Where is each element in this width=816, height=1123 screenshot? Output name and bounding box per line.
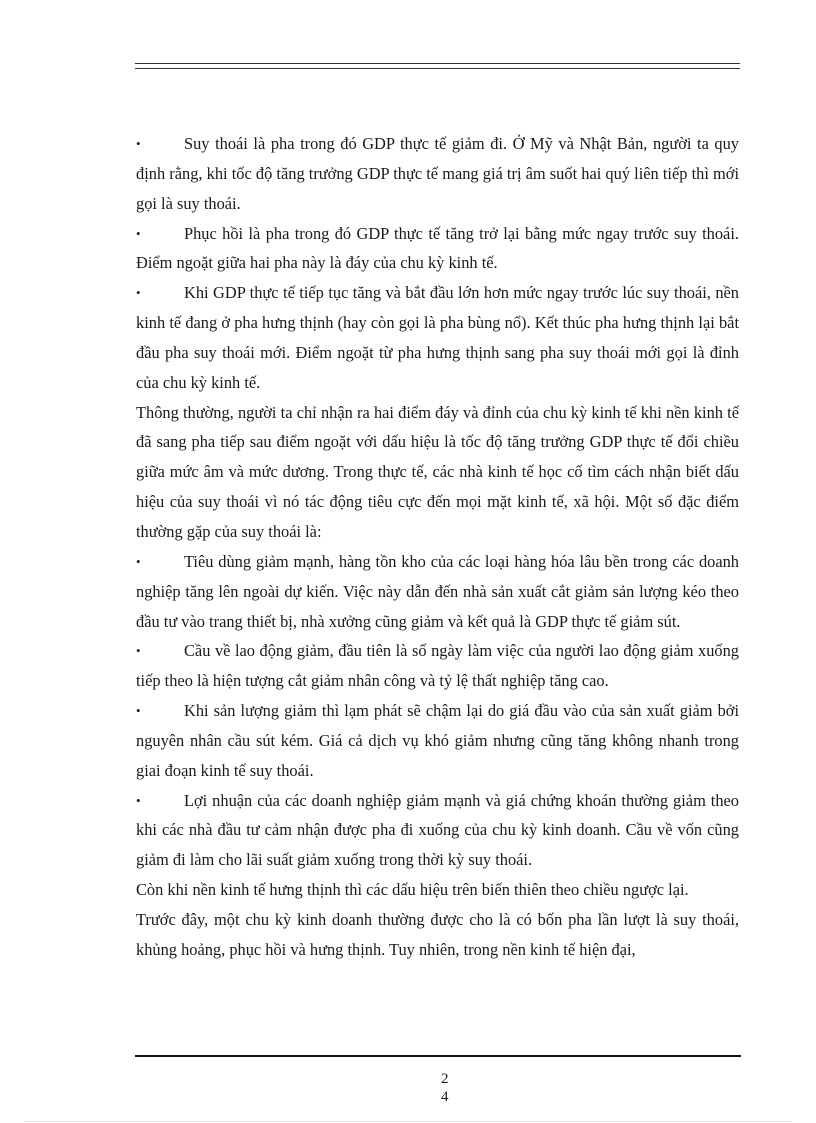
bullet-icon: • — [136, 703, 141, 719]
page-boundary — [25, 1121, 791, 1122]
paragraph-text: Cầu về lao động giảm, đầu tiên là số ngày làm việc của người lao động giảm xuống tiếp theo là hiện tượng cắt giảm nhân công và tỷ lệ thất nghiệp tăng cao. — [136, 641, 739, 691]
header-rule — [135, 63, 740, 69]
paragraph: Trước đây, một chu kỳ kinh doanh thường được cho là có bốn pha lần lượt là suy thoái, khủng hoảng, phục hồi và hưng thịnh. Tuy nhiên, trong nền kinh tế hiện đại, — [136, 909, 739, 959]
body-text — [136, 129, 739, 965]
bullet-icon: • — [136, 792, 141, 808]
page-number-line1: 2 — [441, 1071, 449, 1087]
bullet-paragraph — [136, 547, 739, 637]
paragraph-text: Khi sản lượng giảm thì lạm phát sẽ chậm lại do giá đầu vào của sản xuất giảm bởi nguyên nhân cầu sút kém. Giá cả dịch vụ khó giảm nhưng cũng tăng không nhanh trong giai đoạn kinh tế suy thoái. — [136, 701, 739, 780]
bullet-paragraph — [136, 219, 739, 279]
bullet-icon: • — [136, 643, 141, 659]
paragraph-text: Khi GDP thực tế tiếp tục tăng và bắt đầu lớn hơn mức ngay trước lúc suy thoái, nền kinh tế đang ở pha hưng thịnh (hay còn gọi là pha bùng nổ). Kết thúc pha hưng thịnh lại bắt đầu pha suy thoái mới. Điểm ngoặt từ pha hưng thịnh sang pha suy thoái mới gọi là đỉnh của chu kỳ kinh tế. — [136, 283, 739, 392]
bullet-paragraph — [136, 696, 739, 786]
paragraph-text: Lợi nhuận của các doanh nghiệp giảm mạnh và giá chứng khoán thường giảm theo khi các nhà đầu tư cảm nhận được pha đi xuống của chu kỳ kinh doanh. Cầu về vốn cũng giảm đi làm cho lãi suất giảm xuống trong thời kỳ suy thoái. — [136, 790, 739, 870]
bullet-paragraph — [136, 786, 739, 876]
bullet-paragraph — [136, 278, 739, 397]
bullet-icon: • — [136, 225, 141, 241]
bullet-paragraph — [136, 636, 739, 696]
page-number-line2: 4 — [441, 1089, 449, 1105]
paragraph-text: Phục hồi là pha trong đó GDP thực tế tăng trở lại bằng mức ngay trước suy thoái. Điểm ngoặt giữa hai pha này là đáy của chu kỳ kinh tế. — [136, 223, 739, 273]
paragraph: Còn khi nền kinh tế hưng thịnh thì các dấu hiệu trên biến thiên theo chiều ngược lại. — [136, 880, 689, 900]
bullet-icon: • — [136, 553, 141, 569]
bullet-icon: • — [136, 136, 141, 151]
bullet-icon: • — [136, 285, 141, 301]
paragraph-text: Tiêu dùng giảm mạnh, hàng tồn kho của các loại hàng hóa lâu bền trong các doanh nghiệp tăng lên ngoài dự kiến. Việc này dẫn đến nhà sản xuất cắt giảm sản lượng kéo theo đầu tư vào trang thiết bị, nhà xưởng cũng giảm và kết quả là GDP thực tế giảm sút. — [136, 551, 739, 631]
paragraph-text: Suy thoái là pha trong đó GDP thực tế giảm đi. Ở Mỹ và Nhật Bản, người ta quy định rằng, khi tốc độ tăng trưởng GDP thực tế mang giá trị âm suốt hai quý liên tiếp thì mới gọi là suy thoái. — [136, 134, 739, 213]
bullet-paragraph — [136, 129, 739, 219]
paragraph: Thông thường, người ta chỉ nhận ra hai điểm đáy và đỉnh của chu kỳ kinh tế khi nền kinh tế đã sang pha tiếp sau điểm ngoặt với dấu hiệu là tốc độ tăng trưởng GDP thực tế đổi chiều giữa mức âm và mức dương. Trong thực tế, các nhà kinh tế học cố tìm cách nhận biết dấu hiệu của suy thoái vì nó tác động tiêu cực đến mọi mặt kinh tế, xã hội. Một số đặc điểm thường gặp của suy thoái là: — [136, 402, 739, 541]
footer-rule — [135, 1055, 741, 1057]
